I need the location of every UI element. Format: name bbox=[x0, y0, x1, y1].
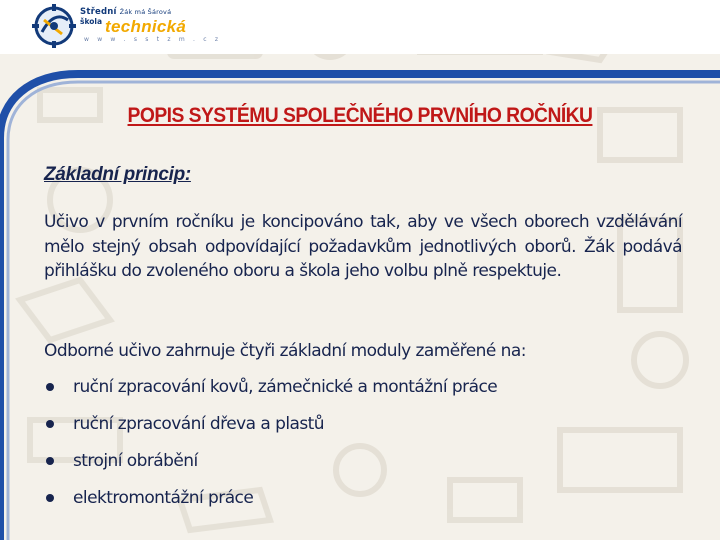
bullet-icon bbox=[46, 420, 54, 428]
list-item-text: strojní obrábění bbox=[73, 451, 198, 471]
logo-line1-sub: Žák má Šárová bbox=[119, 8, 172, 16]
list-item-text: ruční zpracování dřeva a plastů bbox=[73, 414, 325, 434]
modules-lead-text: Odborné učivo zahrnuje čtyři základní moduly zaměřené na: bbox=[44, 341, 526, 361]
slide-title: POPIS SYSTÉMU SPOLEČNÉHO PRVNÍHO ROČNÍKU bbox=[127, 104, 593, 127]
intro-paragraph: Učivo v prvním ročníku je koncipováno tak, aby ve všech oborech vzdělávání mělo stejný obsah odpovídající požadavkům jednotlivých oborů. Žák podává přihlášku do zvoleného oboru a škola jeho volbu plně respektuje. bbox=[44, 212, 682, 281]
list-item-text: ruční zpracování kovů, zámečnické a montážní práce bbox=[73, 377, 498, 397]
logo-website: w w w . s s t z m . c z bbox=[84, 36, 222, 43]
logo-line1: Střední Žák má Šárová bbox=[80, 7, 172, 17]
bullet-icon bbox=[46, 457, 54, 465]
section-subheading: Základní princip: bbox=[44, 164, 191, 185]
logo-technicka: technická bbox=[105, 17, 187, 36]
logo-skola: škola bbox=[80, 17, 103, 26]
bullet-icon bbox=[46, 494, 54, 502]
list-item-text: elektromontážní práce bbox=[73, 488, 254, 508]
bullet-icon bbox=[46, 383, 54, 391]
